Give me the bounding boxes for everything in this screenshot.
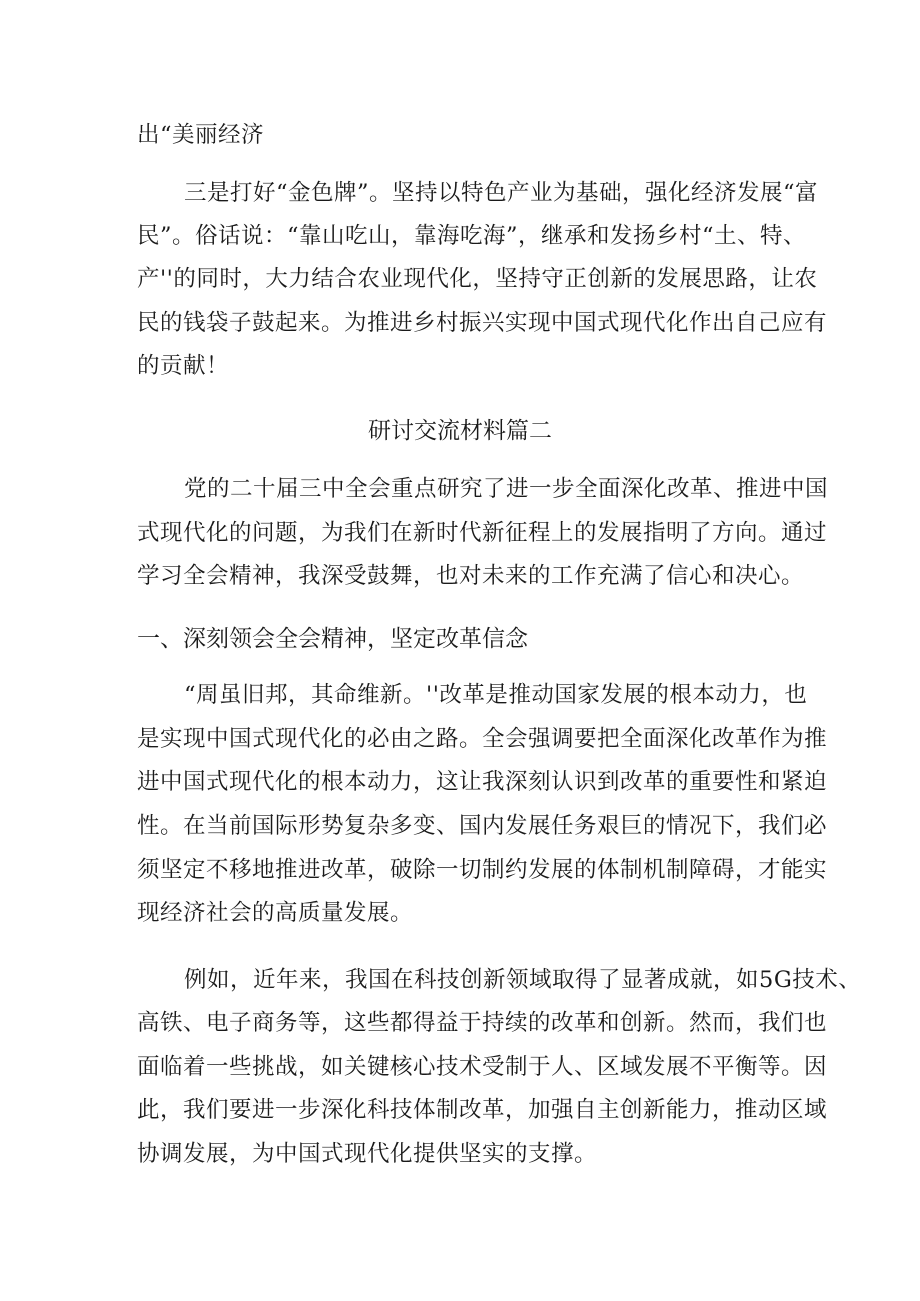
text-line: 民的钱袋子鼓起来。为推进乡村振兴实现中国式现代化作出自己应有 — [137, 310, 828, 336]
page-title: 研讨交流材料篇二 — [368, 418, 552, 444]
text-line: 民”。俗话说：“靠山吃山，靠海吃海”，继承和发扬乡村“土、特、 — [137, 223, 807, 249]
text-line: 现经济社会的高质量发展。 — [137, 900, 414, 926]
text-line: 此，我们要进一步深化科技体制改革，加强自主创新能力，推动区域 — [137, 1097, 828, 1123]
text-line: 高铁、电子商务等，这些都得益于持续的改革和创新。然而，我们也 — [137, 1010, 828, 1036]
text-line: 产''的同时，大力结合农业现代化，坚持守正创新的发展思路，让农 — [137, 266, 818, 292]
text-line: 例如，近年来，我国在科技创新领域取得了显著成就，如5G技术、 — [184, 967, 862, 993]
text-line: 三是打好“金色牌”。坚持以特色产业为基础，强化经济发展“富 — [184, 180, 819, 206]
text-line: 须坚定不移地推进改革，破除一切制约发展的体制机制障碍，才能实 — [137, 857, 828, 883]
text-line: 的贡献！ — [137, 353, 230, 379]
text-line: 性。在当前国际形势复杂多变、国内发展任务艰巨的情况下，我们必 — [137, 813, 828, 839]
section-heading: 一、深刻领会全会精神，坚定改革信念 — [137, 626, 528, 652]
text-line: 学习全会精神，我深受鼓舞，也对未来的工作充满了信心和决心。 — [137, 563, 805, 589]
text-line: 出“美丽经济 — [137, 122, 265, 148]
text-line: 进中国式现代化的根本动力，这让我深刻认识到改革的重要性和紧迫 — [137, 769, 828, 795]
text-line: 面临着一些挑战，如关键核心技术受制于人、区域发展不平衡等。因 — [137, 1054, 828, 1080]
text-line: 协调发展，为中国式现代化提供坚实的支撑。 — [137, 1141, 598, 1167]
text-line: 式现代化的问题，为我们在新时代新征程上的发展指明了方向。通过 — [137, 520, 828, 546]
text-line: 党的二十届三中全会重点研究了进一步全面深化改革、推进中国 — [184, 476, 829, 502]
text-line: 是实现中国式现代化的必由之路。全会强调要把全面深化改革作为推 — [137, 726, 828, 752]
text-line: “周虽旧邦，其命维新。''改革是推动国家发展的根本动力，也 — [184, 682, 808, 708]
